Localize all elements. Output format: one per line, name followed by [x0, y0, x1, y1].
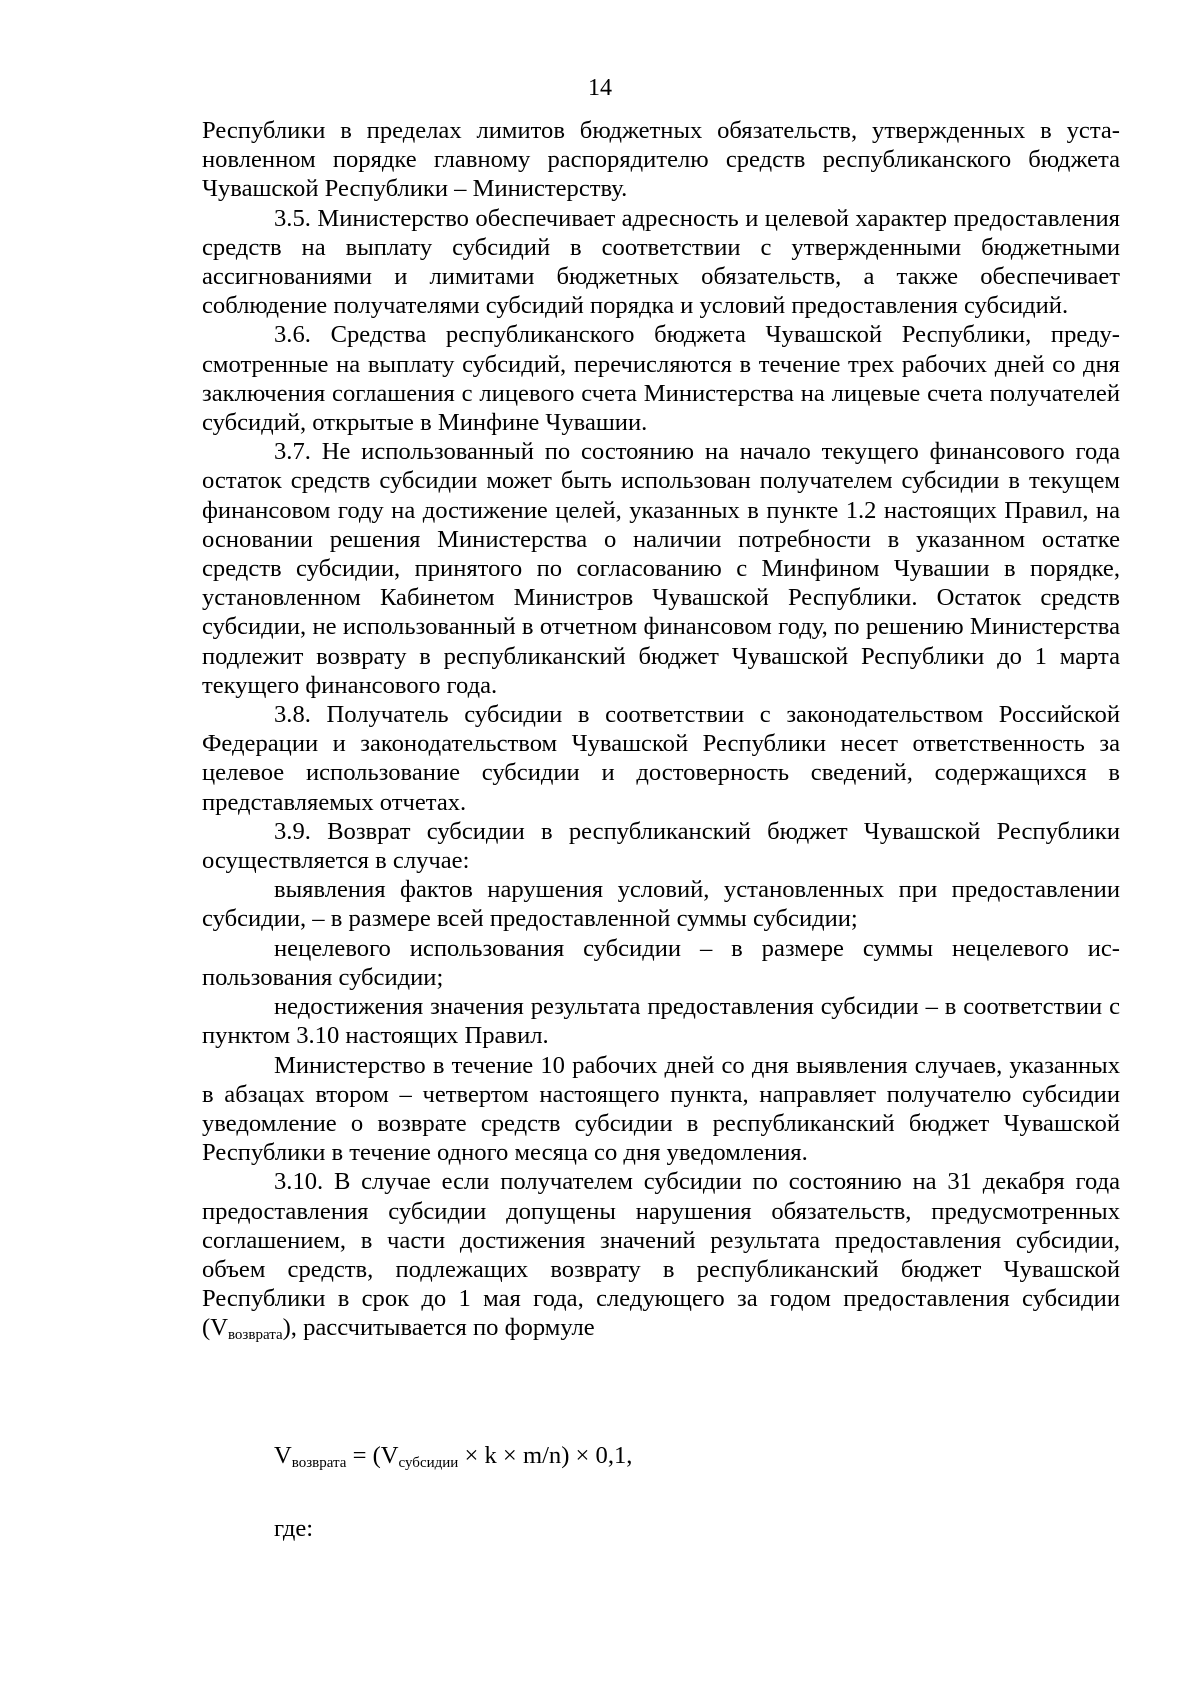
formula-rhs-sub: субсидии: [398, 1455, 459, 1471]
paragraph-3-8: 3.8. Получатель субсидии в соответствии с законодательством Российской Федерации и законодательством Чувашской Республики несет ответственность за целевое использование субсидии и достоверность сведений, содержащихся в представляемых отчетах.: [202, 701, 1120, 816]
paragraph-3-9-case-3: недостижения значения результата предоставления субсидии – в соответствии с пунктом 3.10 настоящих Правил.: [202, 993, 1120, 1050]
formula-lhs-var: V: [274, 1442, 292, 1469]
paragraph-continuation: Республики в пределах лимитов бюджетных обязательств, утвержденных в установленном порядке главному распорядителю средств республиканского бюджета Чувашской Республики – Министерству.: [202, 117, 1120, 203]
document-body: [202, 116, 1120, 1343]
paragraph-3-9-notice: Министерство в течение 10 рабочих дней со дня выявления случаев, указанных в абзацах втором – четвертом настоящего пункта, направляет получателю субсидии уведомление о возврате средств субсидии в республиканский бюджет Чувашской Республики в течение одного месяца со дня уведомления.: [202, 1051, 1120, 1167]
paragraph-3-10-text: 3.10. В случае если получателем субсидии по состоянию на 31 декабря года предоставления субсидии допущены нарушения обязательств, предусмотренных соглашением, в части достижения значений результата предоставления субсидии, объем средств, подлежащих возврату в республиканский бюджет Чувашской Республики в срок до 1 мая года, следующего за годом предоставления субсидии (V: [202, 1168, 1120, 1342]
paragraph-3-9: 3.9. Возврат субсидии в республиканский бюджет Чувашской Республики осуществляется в случае:: [202, 817, 1120, 875]
formula-lhs-sub: возврата: [291, 1455, 347, 1471]
paragraph-3-9-case-1: выявления фактов нарушения условий, установленных при предоставлении субсидии, – в размере всей предоставленной суммы субсидии;: [202, 876, 1120, 933]
paragraph-3-10-ending: ), рассчитывается по формуле: [282, 1314, 595, 1342]
paragraph-3-7: 3.7. Не использованный по состоянию на начало текущего финансового года остаток средств субсидии может быть использован получателем субсидии в текущем финансовом году на достижение целей, указанных в пункте 1.2 настоящих Правил, на основании решения Министерства о наличии потребности в указанном остатке средств субсидии, принятого по согласованию с Минфином Чувашии в порядке, установленном Кабинетом Министров Чувашской Республики. Остаток средств субсидии, не использованный в отчетном финансовом году, по решению Министерства подлежит возврату в республиканский бюджет Чувашской Республики до 1 марта текущего финансового года.: [202, 438, 1120, 699]
paragraph-3-6: 3.6. Средства республиканского бюджета Чувашской Республики, предусмотренные на выплату субсидий, перечисляются в течение трех рабочих дней со дня заключения соглашения с лицевого счета Министерства на лицевые счета получателей субсидий, открытые в Минфине Чувашии.: [202, 321, 1120, 437]
formula-rest: × k × m/n) × 0,1,: [458, 1442, 633, 1469]
subscript-return: возврата: [227, 1327, 283, 1344]
formula-eq-open: = (V: [346, 1442, 399, 1469]
paragraph-3-10: [202, 1167, 1120, 1342]
paragraph-3-5: 3.5. Министерство обеспечивает адресность и целевой характер предоставления средств на выплату субсидий в соответствии с утвержденными бюджетными ассигнованиями и лимитами бюджетных обязательств, а также обеспечивает соблюдение получателями субсидий порядка и условий предоставления субсидий.: [202, 204, 1120, 320]
where-label: где:: [274, 1515, 314, 1542]
page-number: 14: [588, 75, 612, 101]
formula: [274, 1441, 632, 1471]
paragraph-3-9-case-2: нецелевого использования субсидии – в размере суммы нецелевого использования субсидии;: [202, 934, 1120, 991]
